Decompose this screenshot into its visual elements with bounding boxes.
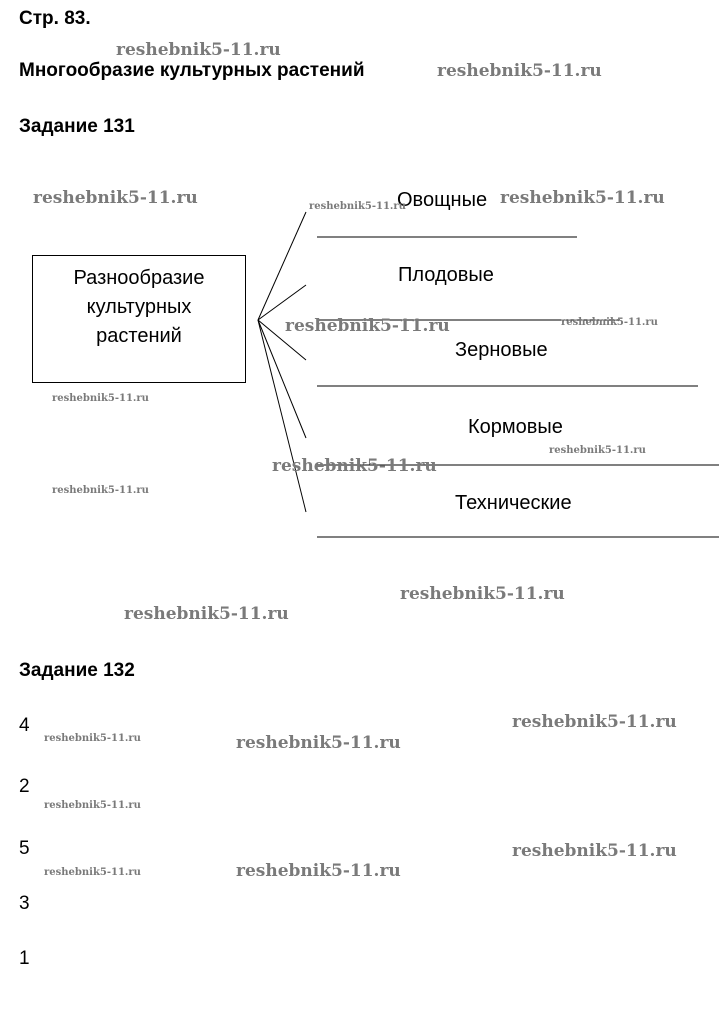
watermark: reshebnik5-11.ru	[400, 584, 565, 604]
watermark: reshebnik5-11.ru	[236, 861, 401, 881]
answer-item: 3	[19, 893, 30, 914]
category-technical: Технические	[455, 492, 572, 514]
watermark: reshebnik5-11.ru	[52, 393, 149, 404]
connector-line-5	[258, 320, 306, 512]
watermark: reshebnik5-11.ru	[549, 445, 646, 456]
task-132-heading: Задание 132	[19, 660, 135, 681]
watermark: reshebnik5-11.ru	[236, 733, 401, 753]
category-fodder: Кормовые	[468, 416, 563, 438]
answer-item: 2	[19, 776, 30, 797]
answer-item: 1	[19, 948, 30, 969]
connector-line-1	[258, 212, 306, 320]
category-fruit: Плодовые	[398, 264, 494, 286]
watermark: reshebnik5-11.ru	[116, 40, 281, 60]
watermark: reshebnik5-11.ru	[44, 867, 141, 878]
watermark: reshebnik5-11.ru	[437, 61, 602, 81]
watermark: reshebnik5-11.ru	[512, 841, 677, 861]
answer-item: 4	[19, 715, 30, 736]
watermark: reshebnik5-11.ru	[285, 316, 450, 336]
watermark: reshebnik5-11.ru	[44, 733, 141, 744]
answer-item: 5	[19, 838, 30, 859]
category-vegetables: Овощные	[397, 189, 488, 211]
watermark: reshebnik5-11.ru	[561, 317, 658, 328]
page-number: Стр. 83.	[19, 8, 91, 29]
center-concept-label: Разнообразие культурных растений	[73, 267, 205, 347]
task-131-heading: Задание 131	[19, 116, 135, 137]
category-grain: Зерновые	[455, 339, 548, 361]
watermark: reshebnik5-11.ru	[272, 456, 437, 476]
watermark: reshebnik5-11.ru	[309, 201, 406, 212]
watermark: reshebnik5-11.ru	[512, 712, 677, 732]
connector-line-2	[258, 285, 306, 320]
watermark: reshebnik5-11.ru	[52, 485, 149, 496]
watermark: reshebnik5-11.ru	[500, 188, 665, 208]
connector-line-4	[258, 320, 306, 438]
watermark: reshebnik5-11.ru	[33, 188, 198, 208]
page-title: Многообразие культурных растений	[19, 60, 365, 81]
watermark: reshebnik5-11.ru	[44, 800, 141, 811]
center-concept-box	[32, 255, 246, 383]
watermark: reshebnik5-11.ru	[124, 604, 289, 624]
